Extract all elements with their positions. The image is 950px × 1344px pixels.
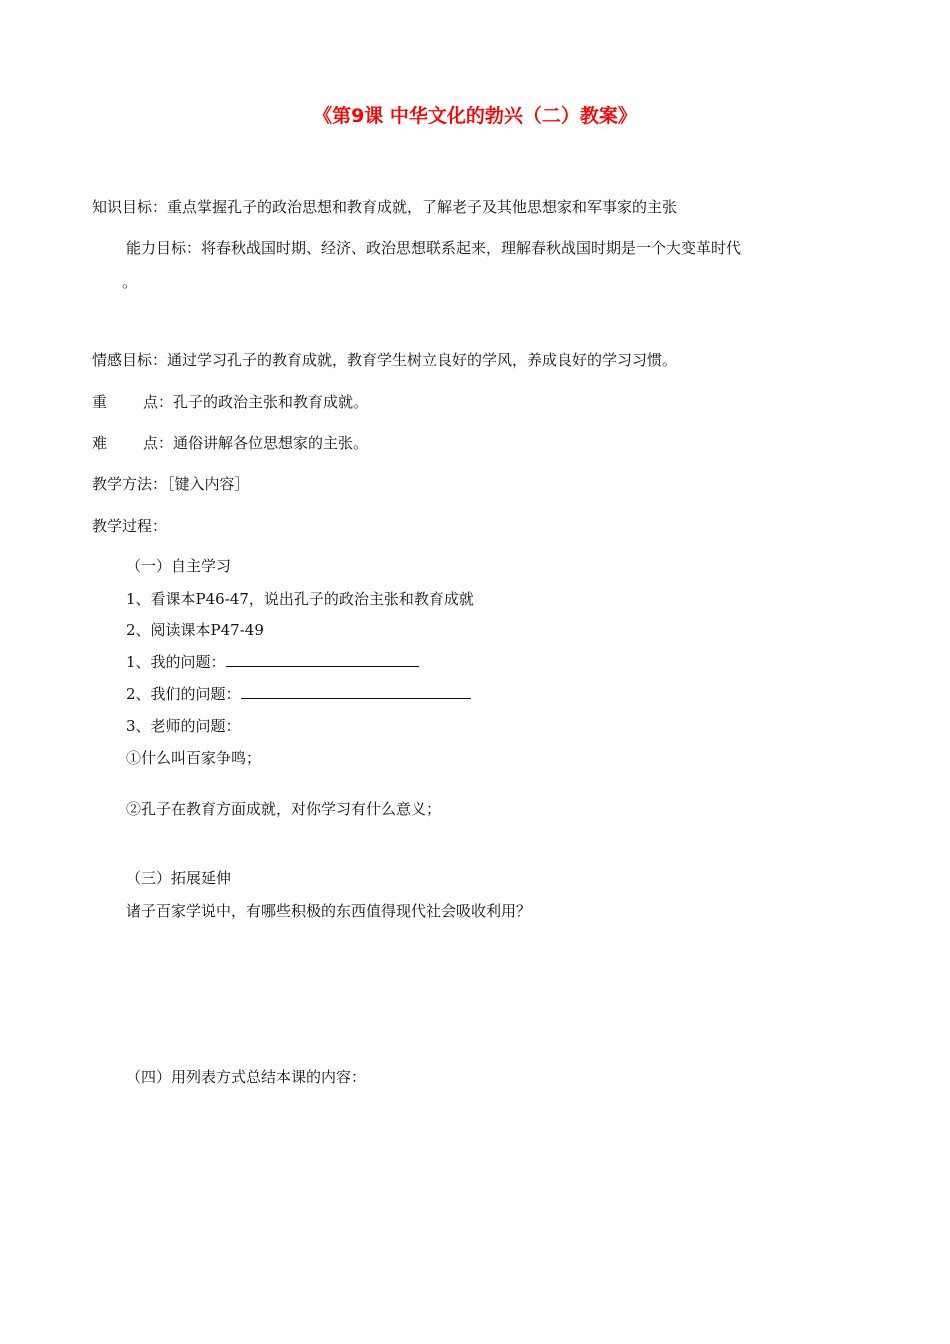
- section4-heading: （四）用列表方式总结本课的内容：: [126, 1068, 367, 1086]
- difficult-point-row: [92, 433, 368, 453]
- ability-objective: 能力目标：将春秋战国时期、经济、政治思想联系起来，理解春秋战国时期是一个大变革时代: [126, 239, 742, 257]
- my-question-blank[interactable]: [226, 652, 419, 667]
- teaching-process-heading: 教学过程：: [92, 517, 168, 535]
- emotion-objective: 情感目标：通过学习孔子的教育成就，教育学生树立良好的学风，养成良好的学习习惯。: [92, 351, 678, 369]
- key-point-row: [92, 392, 368, 412]
- key-point-label-b: 点：: [143, 393, 174, 411]
- knowledge-objective: 知识目标：重点掌握孔子的政治思想和教育成就，了解老子及其他思想家和军事家的主张: [92, 198, 678, 216]
- key-point-text: 孔子的政治主张和教育成就。: [173, 393, 369, 411]
- our-question-label: 2、我们的问题：: [126, 685, 241, 703]
- my-question-label: 1、我的问题：: [126, 653, 226, 671]
- section1-item-2: 2、阅读课本P47-49: [126, 621, 264, 639]
- section3-heading: （三）拓展延伸: [126, 869, 232, 887]
- teacher-question-1: ①什么叫百家争鸣；: [126, 749, 262, 767]
- key-point-label-a: 重: [92, 393, 108, 411]
- teacher-question: 3、老师的问题：: [126, 717, 241, 735]
- ability-objective-continuation: 。: [122, 273, 138, 291]
- difficult-point-label-a: 难: [92, 434, 108, 452]
- my-question-row: [126, 652, 419, 672]
- document-title: 《第9课 中华文化的勃兴（二）教案》: [313, 105, 637, 127]
- section1-item-1: 1、看课本P46-47，说出孔子的政治主张和教育成就: [126, 590, 474, 608]
- section1-heading: （一）自主学习: [126, 557, 232, 575]
- teaching-method: 教学方法：［键入内容］: [92, 475, 250, 493]
- our-question-blank[interactable]: [241, 684, 471, 699]
- our-question-row: [126, 684, 471, 704]
- difficult-point-text: 通俗讲解各位思想家的主张。: [173, 434, 369, 452]
- section3-question: 诸子百家学说中，有哪些积极的东西值得现代社会吸收利用？: [126, 902, 532, 920]
- difficult-point-label-b: 点：: [143, 434, 174, 452]
- teacher-question-2: ②孔子在教育方面成就，对你学习有什么意义；: [126, 800, 442, 818]
